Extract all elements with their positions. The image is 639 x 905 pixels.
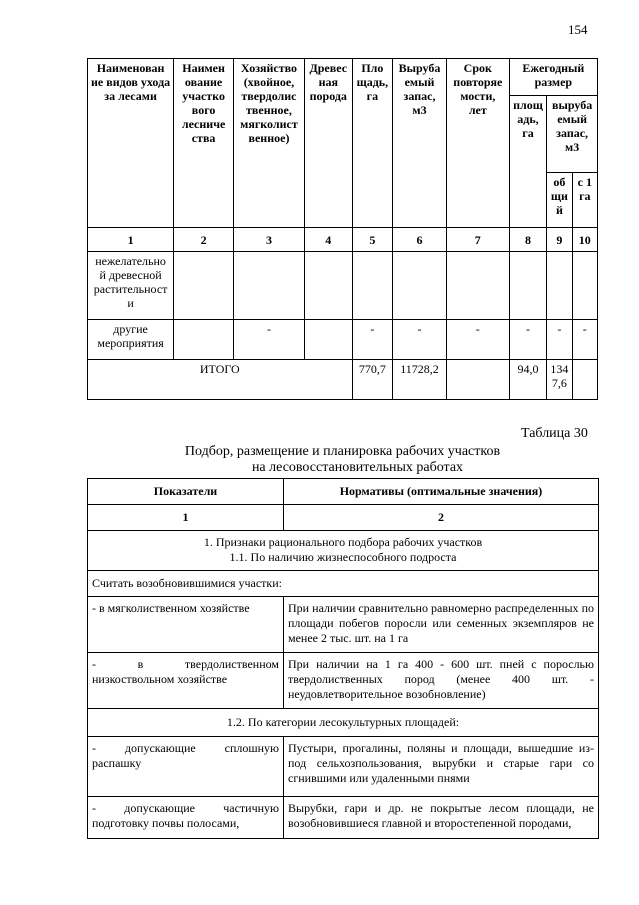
header-care-type: Наименован ие видов ухода за лесами bbox=[88, 59, 174, 228]
col-number: 6 bbox=[393, 228, 447, 252]
row-other-measures: другие мероприятия bbox=[88, 320, 174, 360]
work-plots-table bbox=[87, 478, 599, 839]
col-number: 1 bbox=[88, 505, 284, 531]
row-value: При наличии сравнительно равномерно распределенных по площади побегов поросли или семенных экземпляров не менее 2 тыс. шт. на 1 га bbox=[284, 597, 599, 653]
row-label: - допускающие частичную подготовку почвы полосами, bbox=[88, 797, 284, 839]
section-line: 1. Признаки рационального подбора рабочих участков bbox=[203, 535, 483, 549]
col-number: 1 bbox=[88, 228, 174, 252]
page-number: 154 bbox=[568, 22, 588, 37]
col-number: 9 bbox=[547, 228, 572, 252]
header-annual-size: Ежегодный размер bbox=[509, 59, 597, 96]
header-economy-type: Хозяйство (хвойное, твердолис твенное, мягколист венное) bbox=[233, 59, 304, 228]
row-value: Пустыри, прогалины, поляны и площади, вышедшие из-под сельхозпользования, вырубки и старые гари со сгнившими или удаленными пнями bbox=[284, 737, 599, 797]
col-number: 5 bbox=[352, 228, 393, 252]
cell-dash: - bbox=[233, 320, 304, 360]
col-number: 7 bbox=[446, 228, 509, 252]
section-line: 1.1. По наличию жизнеспособного подроста bbox=[229, 550, 457, 564]
header-annual-volume: выруба емый запас, м3 bbox=[547, 96, 598, 173]
section-heading: 1.2. По категории лесокультурных площадей: bbox=[88, 709, 599, 737]
table-title-line1: Подбор, размещение и планировка рабочих участков bbox=[184, 444, 501, 459]
cell-dash: - bbox=[446, 320, 509, 360]
forest-care-table bbox=[87, 58, 598, 400]
cell-dash: - bbox=[352, 320, 393, 360]
table-title-line2: на лесовосстановительных работах bbox=[251, 460, 464, 475]
header-cut-volume: Выруба емый запас, м3 bbox=[393, 59, 447, 228]
cell-dash: - bbox=[572, 320, 597, 360]
col-number: 2 bbox=[174, 228, 234, 252]
total-annual-area: 94,0 bbox=[509, 360, 547, 400]
header-area: Пло щадь, га bbox=[352, 59, 393, 228]
row-label: - допускающие сплошную распашку bbox=[88, 737, 284, 797]
header-volume-total: об щи й bbox=[547, 173, 572, 228]
total-annual-volume: 134 7,6 bbox=[547, 360, 572, 400]
cell-dash: - bbox=[509, 320, 547, 360]
total-area: 770,7 bbox=[352, 360, 393, 400]
cell-dash: - bbox=[547, 320, 572, 360]
section-heading bbox=[88, 531, 599, 571]
header-tree-species: Древес ная порода bbox=[304, 59, 352, 228]
header-repeat-period: Срок повторяе мости, лет bbox=[446, 59, 509, 228]
header-norms: Нормативы (оптимальные значения) bbox=[284, 479, 599, 505]
row-label: - в мягколиственном хозяйстве bbox=[88, 597, 284, 653]
total-volume: 11728,2 bbox=[393, 360, 447, 400]
col-number: 10 bbox=[572, 228, 597, 252]
col-number: 8 bbox=[509, 228, 547, 252]
cell-dash: - bbox=[393, 320, 447, 360]
table-caption: Таблица 30 bbox=[521, 426, 588, 441]
col-number: 4 bbox=[304, 228, 352, 252]
row-value: При наличии на 1 га 400 - 600 шт. пней с порослью твердолиственных пород (менее 400 шт. - неудовлетворительное возобновление) bbox=[284, 653, 599, 709]
header-annual-area: площ адь, га bbox=[509, 96, 547, 228]
header-indicators: Показатели bbox=[88, 479, 284, 505]
col-number: 2 bbox=[284, 505, 599, 531]
total-label: ИТОГО bbox=[88, 360, 353, 400]
header-forestry-district: Наимен ование участко вого лесниче ства bbox=[174, 59, 234, 228]
consider-note: Считать возобновившимися участки: bbox=[88, 571, 599, 597]
col-number: 3 bbox=[233, 228, 304, 252]
header-volume-per-ha: с 1 га bbox=[572, 173, 597, 228]
row-unwanted-vegetation: нежелательно й древесной растительност и bbox=[88, 252, 174, 320]
row-label: - в твердолиственном низкоствольном хозяйстве bbox=[88, 653, 284, 709]
row-value: Вырубки, гари и др. не покрытые лесом площади, не возобновившиеся главной и второстепенной породами, bbox=[284, 797, 599, 839]
